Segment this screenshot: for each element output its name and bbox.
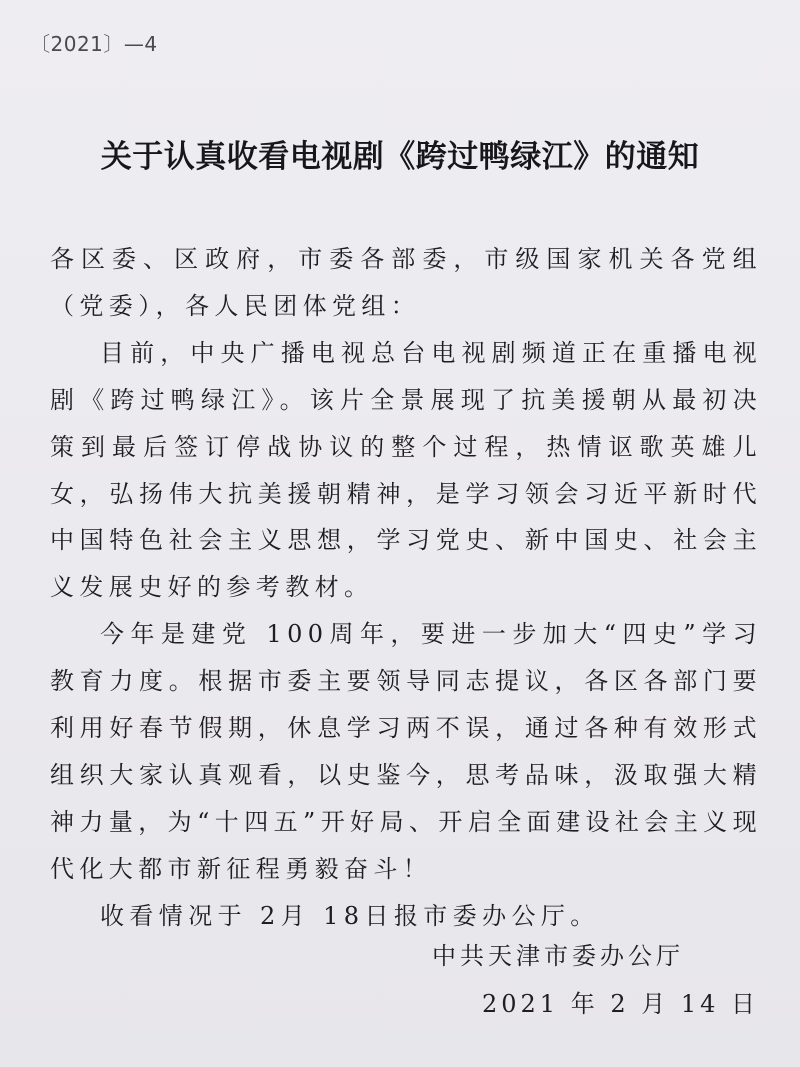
- paragraph-2: 今年是建党 100周年，要进一步加大“四史”学习教育力度。根据市委主要领导同志提议，各区各部门要利用好春节假期，休息学习两不误，通过各种有效形式组织大家认真观看，以史鉴今，思考品味，汲取强大精神力量，为“十四五”开好局、开启全面建设社会主义现代化大都市新征程勇毅奋斗！: [50, 620, 762, 883]
- paragraph-1: 目前，中央广播电视总台电视剧频道正在重播电视剧《跨过鸭绿江》。该片全景展现了抗美援朝从最初决策到最后签订停战协议的整个过程，热情讴歌英雄儿女，弘扬伟大抗美援朝精神，是学习领会习近平新时代中国特色社会主义思想，学习党史、新中国史、社会主义发展史好的参考教材。: [50, 338, 762, 602]
- document-body: [50, 236, 762, 940]
- signature-date: 2021 年 2 月 14 日: [482, 990, 760, 1018]
- salutation: 各区委、区政府，市委各部委，市级国家机关各党组（党委），各人民团体党组：: [50, 245, 762, 320]
- paragraph-3: 收看情况于 2月 18日报市委办公厅。: [100, 901, 600, 930]
- document-title: 关于认真收看电视剧《跨过鸭绿江》的通知: [100, 139, 700, 175]
- signature-organization: 中共天津市委办公厅: [432, 942, 684, 970]
- document-number: 〔2021〕—4: [30, 32, 158, 56]
